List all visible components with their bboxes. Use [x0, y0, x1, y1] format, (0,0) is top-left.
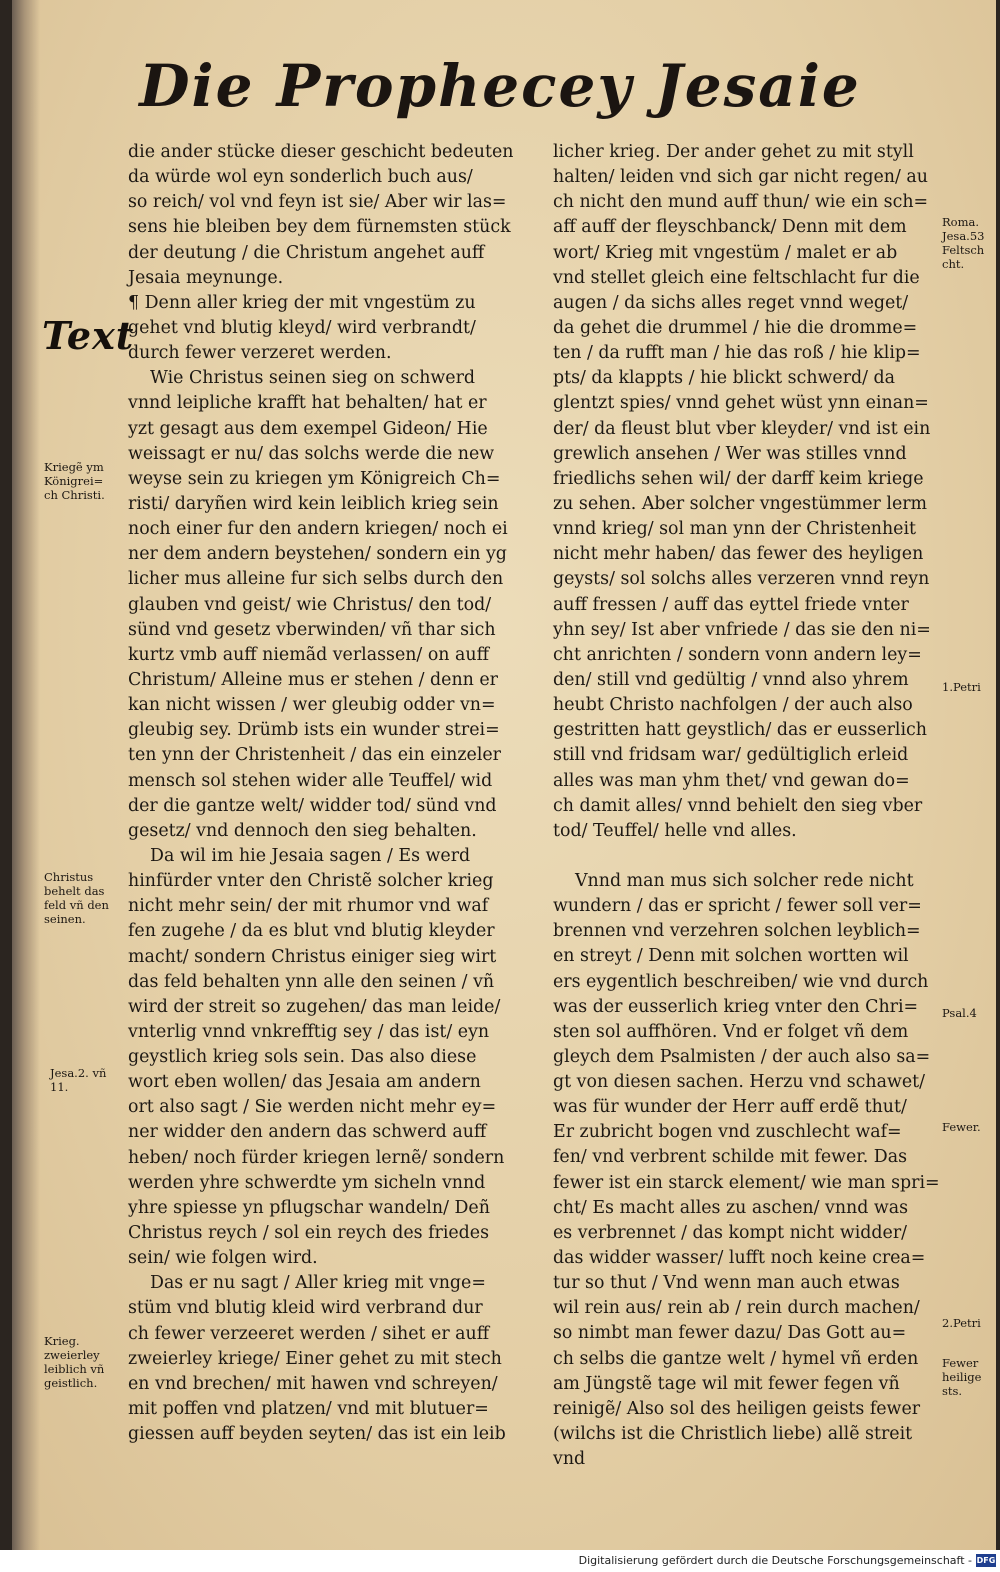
margin-note-line: sts.	[942, 1384, 963, 1398]
text-line: fewer ist ein starck element/ wie man spri=	[553, 1172, 940, 1193]
text-line: zu sehen. Aber solcher vngestümmer lerm	[553, 493, 928, 514]
left-margin-note	[44, 870, 109, 926]
text-line: der/ da fleust blut vber kleyder/ vnd ist ein	[553, 418, 931, 439]
text-line: heubt Christo nachfolgen / der auch also	[553, 695, 913, 716]
text-line: durch fewer verzeret werden.	[128, 343, 392, 364]
text-line: brennen vnd verzehren solchen leyblich=	[553, 921, 921, 942]
text-line: gt von diesen sachen. Herzu vnd schawet/	[553, 1072, 925, 1093]
text-line: Christum/ Alleine mus er stehen / denn er	[128, 669, 498, 690]
text-line: (wilchs ist die Christlich liebe) allẽ streit	[553, 1424, 913, 1445]
text-line: es verbrennet / das kompt nicht widder/	[553, 1222, 908, 1243]
text-line: ten / da rufft man / hie das roß / hie klip=	[553, 343, 921, 364]
text-line: ch nicht den mund auff thun/ wie ein sch=	[553, 192, 929, 213]
text-line: wird der streit so zugehen/ das man leide/	[128, 996, 501, 1017]
text-line: alles was man yhm thet/ vnd gewan do=	[553, 770, 910, 791]
margin-note-line: behelt das	[44, 884, 105, 898]
text-line: Er zubricht bogen vnd zuschlecht waf=	[553, 1122, 902, 1143]
margin-note-line: 1.Petri	[942, 680, 981, 694]
text-line	[553, 844, 943, 869]
text-line: ten ynn der Christenheit / das ein einzeler	[128, 745, 501, 766]
text-line: Da wil im hie Jesaia sagen / Es werd	[150, 845, 471, 866]
text-line: was für wunder der Herr auff erdẽ thut/	[553, 1097, 907, 1118]
text-line: wundern / das er spricht / fewer soll ver=	[553, 896, 922, 917]
text-line: noch einer fur den andern kriegen/ noch ei	[128, 519, 508, 540]
text-line: zweierley kriege/ Einer gehet zu mit stech	[128, 1348, 502, 1369]
text-line: sein/ wie folgen wird.	[128, 1248, 318, 1269]
text-line: ¶ Denn aller krieg der mit vngestüm zu	[128, 292, 476, 313]
text-line: vnd	[553, 1449, 586, 1470]
text-line: nicht mehr sein/ der mit rhumor vnd waf	[128, 896, 489, 917]
text-line: kan nicht wissen / wer gleubig odder vn=	[128, 695, 496, 716]
text-line: kurtz vmb auff niemãd verlassen/ on auff	[128, 644, 489, 665]
text-line: vnnd leipliche krafft hat behalten/ hat er	[128, 393, 487, 414]
text-line: gleubig sey. Drümb ists ein wunder strei=	[128, 720, 500, 741]
text-line: vnnd krieg/ sol man ynn der Christenheit	[553, 519, 917, 540]
margin-note-line: Fewer	[942, 1356, 979, 1370]
text-line: ch selbs die gantze welt / hymel vñ erden	[553, 1348, 919, 1369]
text-line: die ander stücke dieser geschicht bedeuten	[128, 142, 514, 162]
text-line: vnd stellet gleich eine feltschlacht fur die	[553, 267, 920, 288]
text-line: halten/ leiden vnd sich gar nicht regen/ au	[553, 167, 928, 188]
margin-note-line: geistlich.	[44, 1376, 98, 1390]
text-line: mit poffen vnd platzen/ vnd mit blutuer=	[128, 1399, 489, 1420]
text-line: sens hie bleiben bey dem fürnemsten stück	[128, 217, 511, 238]
margin-note-line: Feltsch	[942, 243, 985, 257]
text-line: gehet vnd blutig kleyd/ wird verbrandt/	[128, 317, 476, 338]
margin-note-line: 2.Petri	[942, 1316, 981, 1330]
text-line: gleych dem Psalmisten / der auch also sa=	[553, 1046, 931, 1067]
margin-note-line: Krieg.	[44, 1334, 80, 1348]
funding-credit: Digitalisierung gefördert durch die Deutsche Forschungsgemeinschaft -	[578, 1554, 972, 1567]
text-line: tod/ Teuffel/ helle vnd alles.	[553, 820, 797, 841]
text-line: hinfürder vnter den Christẽ solcher krieg	[128, 871, 494, 892]
text-line: cht/ Es macht alles zu aschen/ vnnd was	[553, 1197, 909, 1218]
text-line: still vnd fridsam war/ gedültiglich erleid	[553, 745, 909, 766]
text-line: augen / da sichs alles reget vnnd weget/	[553, 292, 909, 313]
margin-note-line: Jesa.53	[942, 229, 985, 243]
left-margin-note	[50, 1066, 106, 1094]
text-line: cht anrichten / sondern vonn andern ley=	[553, 644, 922, 665]
text-line: werden yhre schwerdte ym sicheln vnnd	[128, 1172, 486, 1193]
text-line: so reich/ vol vnd feyn ist sie/ Aber wir las=	[128, 192, 507, 213]
text-line: en vnd brechen/ mit hawen vnd schreyen/	[128, 1373, 498, 1394]
text-line: da gehet die drummel / hie die dromme=	[553, 317, 918, 338]
margin-note-line: Fewer.	[942, 1120, 981, 1134]
text-line: ort also sagt / Sie werden nicht mehr ey=	[128, 1097, 497, 1118]
margin-note-line: heilige	[942, 1370, 982, 1384]
text-line: giessen auff beyden seyten/ das ist ein leib	[128, 1424, 506, 1445]
text-line: stüm vnd blutig kleid wird verbrand dur	[128, 1298, 483, 1319]
binding-shadow	[12, 0, 40, 1550]
text-line: ch fewer verzeeret werden / sihet er auff	[128, 1323, 490, 1344]
right-margin-note	[942, 215, 984, 271]
text-line: en streyt / Denn mit solchen wortten wil	[553, 946, 909, 967]
margin-note-line: feld vñ den	[44, 898, 109, 912]
left-text-column	[128, 140, 528, 1447]
text-line: das widder wasser/ lufft noch keine crea=	[553, 1248, 926, 1269]
text-line: Das er nu sagt / Aller krieg mit vnge=	[150, 1273, 486, 1294]
text-line: ner widder den andern das schwerd auff	[128, 1122, 487, 1143]
text-line: auff fressen / auff das eyttel friede vnter	[553, 594, 909, 615]
right-margin-note	[942, 1356, 981, 1398]
margin-note-line: cht.	[942, 257, 965, 271]
text-line: weissagt er nu/ das solchs werde die new	[128, 443, 495, 464]
margin-note-line: zweierley	[44, 1348, 100, 1362]
text-line: fen zugehe / da es blut vnd blutig kleyder	[128, 921, 495, 942]
right-text-column	[553, 140, 943, 1472]
text-line: glentzt spies/ vnnd gehet wüst ynn einan=	[553, 393, 929, 414]
text-line: Wie Christus seinen sieg on schwerd	[150, 368, 476, 389]
text-line: wort/ Krieg mit vngestüm / malet er ab	[553, 242, 898, 263]
text-line: tur so thut / Vnd wenn man auch etwas	[553, 1273, 900, 1294]
text-line: den/ still vnd gedültig / vnnd also yhrem	[553, 669, 909, 690]
dfg-logo-icon: DFG	[976, 1556, 996, 1565]
margin-note-line: seinen.	[44, 912, 86, 926]
text-line: friedlichs sehen wil/ der darff keim kriege	[553, 468, 924, 489]
margin-note-line: Christus	[44, 870, 94, 884]
text-line: reinigẽ/ Also sol des heiligen geists fewer	[553, 1398, 921, 1419]
text-line: yhre spiesse yn pflugschar wandeln/ Deñ	[128, 1197, 490, 1218]
text-line: pts/ da klappts / hie blickt schwerd/ da	[553, 368, 896, 389]
text-line: yhn sey/ Ist aber vnfriede / das sie den ni=	[553, 619, 931, 640]
text-line: licher krieg. Der ander gehet zu mit styll	[553, 142, 914, 162]
text-line: ch damit alles/ vnnd behielt den sieg vber	[553, 795, 923, 816]
text-line: glauben vnd geist/ wie Christus/ den tod/	[128, 594, 492, 615]
margin-note-line: Königrei=	[44, 474, 104, 488]
left-margin-note	[44, 1334, 104, 1390]
text-line: ers eygentlich beschreiben/ wie vnd durch	[553, 971, 929, 992]
text-line: risti/ daryñen wird kein leiblich krieg sein	[128, 493, 499, 514]
text-line: Jesaia meynunge.	[128, 267, 284, 288]
text-line: da würde wol eyn sonderlich buch aus/	[128, 167, 473, 188]
margin-note-line: Psal.4	[942, 1006, 977, 1020]
text-section-label: Text	[42, 313, 135, 358]
text-line: geysts/ sol solchs alles verzeren vnnd reyn	[553, 569, 930, 590]
text-line: so nimbt man fewer dazu/ Das Gott au=	[553, 1323, 907, 1344]
text-line: Christus reych / sol ein reych des friedes	[128, 1223, 490, 1244]
text-line: was der eusserlich krieg vnter den Chri=	[553, 996, 919, 1017]
text-line: vnterlig vnnd vnkrefftig sey / das ist/ eyn	[128, 1021, 490, 1042]
margin-note-line: Roma.	[942, 215, 979, 229]
text-line: ner dem andern beystehen/ sondern ein yg	[128, 544, 507, 565]
text-line: geystlich krieg sols sein. Das also diese	[128, 1047, 477, 1068]
left-margin-note	[44, 460, 105, 502]
right-margin-note	[942, 680, 981, 694]
text-line: grewlich ansehen / Wer was stilles vnnd	[553, 443, 907, 464]
text-line: yzt gesagt aus dem exempel Gideon/ Hie	[128, 418, 488, 439]
text-line: gestritten hatt geystlich/ das er eusserlich	[553, 720, 927, 741]
text-line: sünd vnd gesetz vberwinden/ vñ thar sich	[128, 619, 496, 640]
text-line: fen/ vnd verbrent schilde mit fewer. Das	[553, 1147, 907, 1168]
text-line: mensch sol stehen wider alle Teuffel/ wid	[128, 770, 493, 791]
running-title: Die Prophecey Jesaie	[139, 52, 861, 120]
text-line: gesetz/ vnd dennoch den sieg behalten.	[128, 820, 477, 841]
margin-note-line: Kriegẽ ym	[44, 460, 104, 474]
text-line: weyse sein zu kriegen ym Königreich Ch=	[128, 468, 501, 489]
text-line: das feld behalten ynn alle den seinen / vñ	[128, 971, 495, 992]
text-line: am Jüngstẽ tage wil mit fewer fegen vñ	[553, 1373, 900, 1394]
text-line: sten sol auffhören. Vnd er folget vñ dem	[553, 1021, 909, 1042]
margin-note-line: ch Christi.	[44, 488, 105, 502]
text-line: heben/ noch fürder kriegen lernẽ/ sondern	[128, 1147, 505, 1168]
text-line: nicht mehr haben/ das fewer des heyligen	[553, 544, 924, 565]
text-line: Vnnd man mus sich solcher rede nicht	[575, 870, 914, 891]
right-margin-note	[942, 1006, 977, 1020]
text-line: der die gantze welt/ widder tod/ sünd vnd	[128, 795, 497, 816]
text-line: wort eben wollen/ das Jesaia am andern	[128, 1072, 481, 1093]
right-margin-note	[942, 1120, 981, 1134]
text-line: wil rein aus/ rein ab / rein durch machen/	[553, 1298, 920, 1319]
text-line: licher mus alleine fur sich selbs durch den	[128, 569, 504, 590]
margin-note-line: 11.	[50, 1080, 69, 1094]
right-margin-note	[942, 1316, 981, 1330]
margin-note-line: Jesa.2. vñ	[50, 1066, 107, 1080]
text-line: der deutung / die Christum angehet auff	[128, 242, 485, 263]
margin-note-line: leiblich vñ	[44, 1362, 105, 1376]
digitization-footer	[0, 1550, 1000, 1572]
text-line: macht/ sondern Christus einiger sieg wirt	[128, 946, 497, 967]
text-line: aff auff der fleyschbanck/ Denn mit dem	[553, 217, 907, 238]
